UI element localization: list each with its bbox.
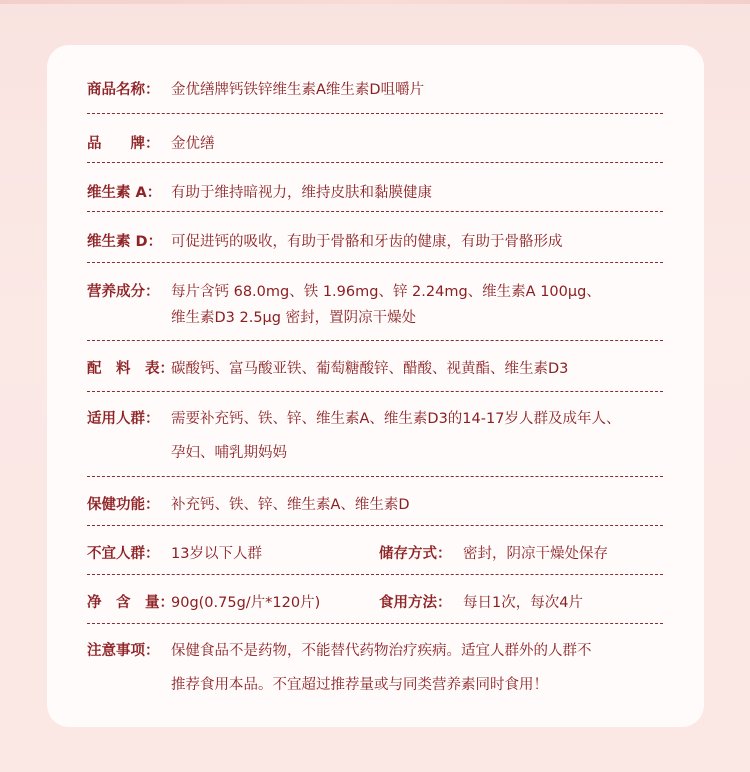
row-ingredients — [87, 341, 663, 392]
row-value: 补充钙、铁、锌、维生素A、维生素D — [171, 496, 410, 513]
row-health-function — [87, 477, 663, 526]
row-label-secondary: 储存方式： — [379, 545, 452, 562]
row-value: 金优缮 — [171, 135, 215, 152]
row-target-group — [87, 392, 663, 477]
row-value: 保健食品不是药物，不能替代药物治疗疾病。适宜人群外的人群不 — [171, 642, 592, 659]
row-net-content-usage — [87, 575, 663, 624]
top-decorative-strip — [0, 0, 750, 4]
row-vitamin-d — [87, 212, 663, 263]
row-label: 维生素 A： — [87, 184, 162, 201]
row-value: 碳酸钙、富马酸亚铁、葡萄糖酸锌、醋酸、视黄酯、维生素D3 — [171, 360, 569, 377]
row-unsuitable-storage — [87, 526, 663, 575]
row-label: 品 牌： — [87, 135, 160, 152]
row-value: 90g(0.75g/片*120片) — [171, 594, 321, 611]
row-label: 保健功能： — [87, 496, 160, 513]
row-value-secondary: 密封，阴凉干燥处保存 — [463, 545, 608, 562]
row-value: 可促进钙的吸收，有助于骨骼和牙齿的健康，有助于骨骼形成 — [171, 233, 563, 250]
row-label: 不宜人群： — [87, 545, 160, 562]
row-value: 每片含钙 68.0mg、铁 1.96mg、锌 2.24mg、维生素A 100μg、 — [171, 283, 601, 300]
info-table — [87, 65, 663, 704]
row-value-continued: 孕妇、哺乳期妈妈 — [171, 444, 287, 461]
row-label: 商品名称： — [87, 81, 160, 98]
row-brand — [87, 114, 663, 163]
row-value-continued: 维生素D3 2.5μg 密封，置阴凉干燥处 — [171, 309, 417, 326]
row-label: 维生素 D： — [87, 233, 163, 250]
product-info-card — [47, 45, 704, 727]
row-value: 金优缮牌钙铁锌维生素A维生素D咀嚼片 — [171, 81, 425, 98]
row-label: 营养成分： — [87, 283, 160, 300]
row-product-name — [87, 65, 663, 114]
row-value: 需要补充钙、铁、锌、维生素A、维生素D3的14-17岁人群及成年人、 — [171, 410, 621, 427]
row-value: 13岁以下人群 — [171, 545, 262, 562]
row-precautions — [87, 624, 663, 704]
row-value-secondary: 每日1次，每次4片 — [463, 594, 583, 611]
row-value: 有助于维持暗视力，维持皮肤和黏膜健康 — [171, 184, 432, 201]
row-label: 净 含 量： — [87, 594, 174, 611]
row-label: 适用人群： — [87, 410, 160, 427]
row-value-continued: 推荐食用本品。不宜超过推荐量或与同类营养素同时食用！ — [171, 676, 548, 693]
row-label: 注意事项： — [87, 642, 160, 659]
row-label-secondary: 食用方法： — [379, 594, 452, 611]
row-label: 配 料 表： — [87, 360, 174, 377]
row-nutrition — [87, 263, 663, 341]
row-vitamin-a — [87, 163, 663, 212]
